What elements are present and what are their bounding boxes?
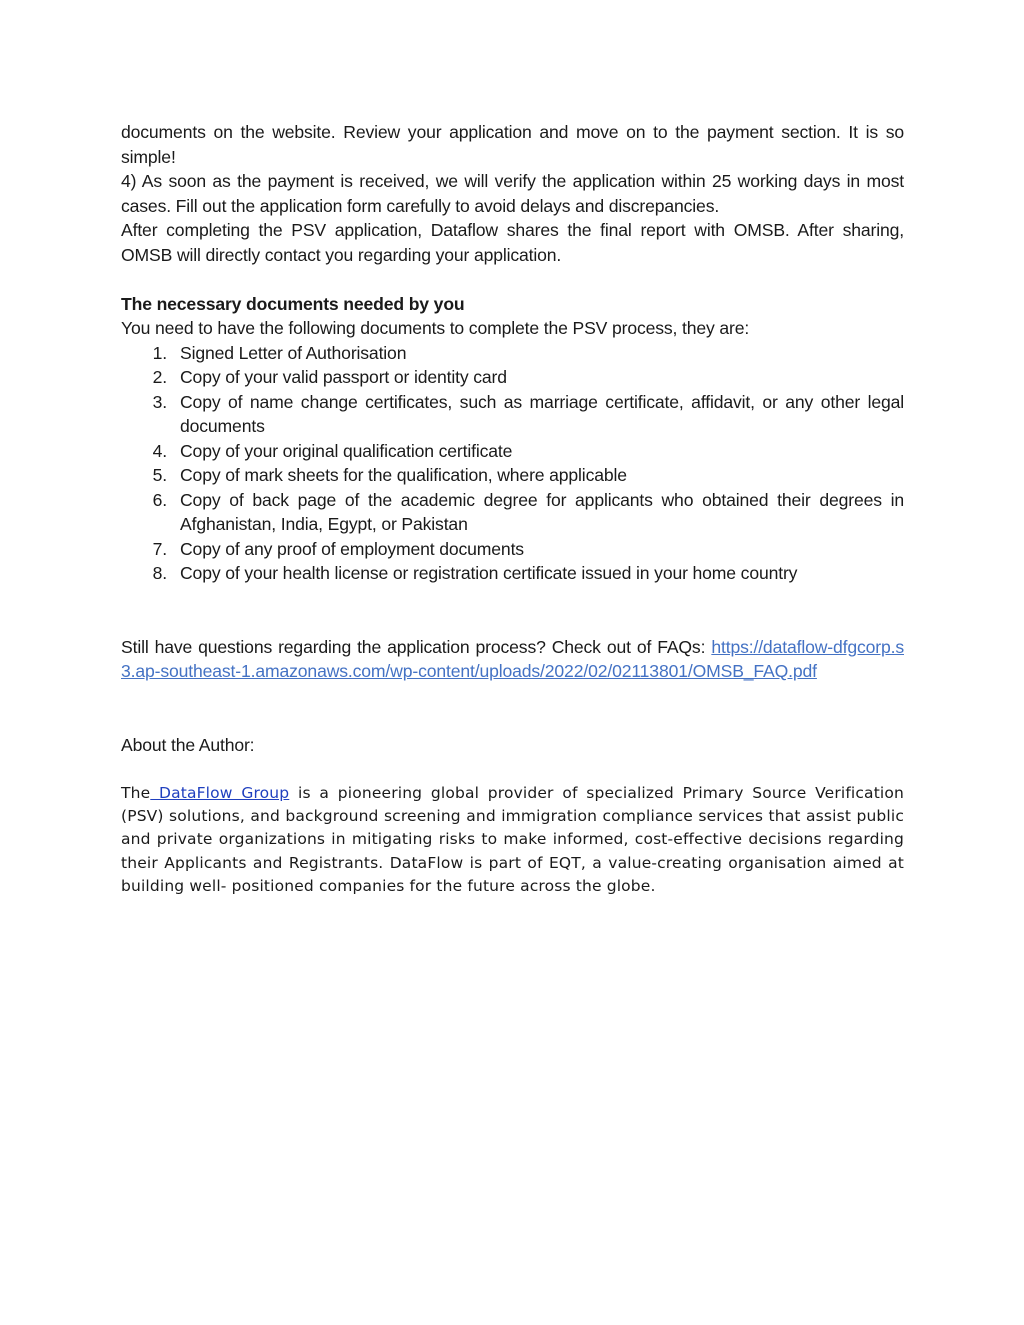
intro-paragraph-1: documents on the website. Review your application and move on to the payment section. It is so simple! [121,122,904,167]
list-item [121,439,904,464]
author-prefix: The [121,783,151,802]
faq-paragraph [121,635,904,684]
intro-section [121,120,904,267]
list-item [121,488,904,537]
documents-heading: The necessary documents needed by you [121,293,465,314]
list-item-text: Copy of name change certificates, such as marriage certificate, affidavit, or any other legal documents [180,391,904,436]
intro-paragraph-2: 4) As soon as the payment is received, we will verify the application within 25 working days in most cases. Fill out the application form carefully to avoid delays and discrepancies. [121,171,904,216]
faq-link[interactable]: https://dataflow-dfgcorp.s3.ap-southeast-1.amazonaws.com/wp-content/uploads/2022/02/02113801/OMSB_FAQ.pdf [121,636,904,681]
list-item [121,537,904,562]
author-bio [121,782,904,899]
list-item [121,463,904,488]
list-item [121,561,904,586]
list-item-text: Copy of mark sheets for the qualification, where applicable [180,465,627,485]
list-item [121,390,904,439]
list-item-number: 4. [152,440,167,461]
list-item-text: Copy of back page of the academic degree for applicants who obtained their degrees in Afghanistan, India, Egypt, or Pakistan [180,489,904,534]
documents-section [121,292,904,586]
list-item-number: 2. [152,367,167,387]
list-item-text: Signed Letter of Authorisation [180,342,407,363]
documents-list [121,341,904,586]
list-item-text: Copy of your valid passport or identity card [180,367,507,387]
document-page [121,120,904,899]
dataflow-group-link[interactable]: DataFlow Group [150,783,290,802]
faq-section [121,635,904,684]
author-heading: About the Author: [121,734,255,755]
list-item-text: Copy of your health license or registration certificate issued in your home country [180,563,798,583]
author-body: is a pioneering global provider of specialized Primary Source Verification (PSV) solutions, and background screening and immigration compliance services that assist public and private organizations in mitigating risks to make informed, cost-effective decisions regarding their Applicants and Registrants. DataFlow is part of EQT, a value-creating organisation aimed at building well- positioned companies for the future across the globe. [121,783,904,896]
list-item-text: Copy of your original qualification certificate [180,440,513,461]
list-item-number: 6. [152,489,167,510]
list-item [121,341,904,366]
author-paragraph [121,782,904,899]
list-item-number: 5. [152,465,167,485]
list-item-number: 8. [152,563,167,583]
list-item [121,365,904,390]
list-item-number: 7. [152,538,167,559]
list-item-number: 3. [152,391,167,412]
intro-paragraph-3: After completing the PSV application, Dataflow shares the final report with OMSB. After sharing, OMSB will directly contact you regarding your application. [121,220,904,265]
documents-lead: You need to have the following documents to complete the PSV process, they are: [121,318,750,338]
list-item-text: Copy of any proof of employment documents [180,538,524,559]
list-item-number: 1. [152,342,167,363]
faq-text: Still have questions regarding the application process? Check out of FAQs: [121,636,712,657]
author-section [121,733,904,758]
